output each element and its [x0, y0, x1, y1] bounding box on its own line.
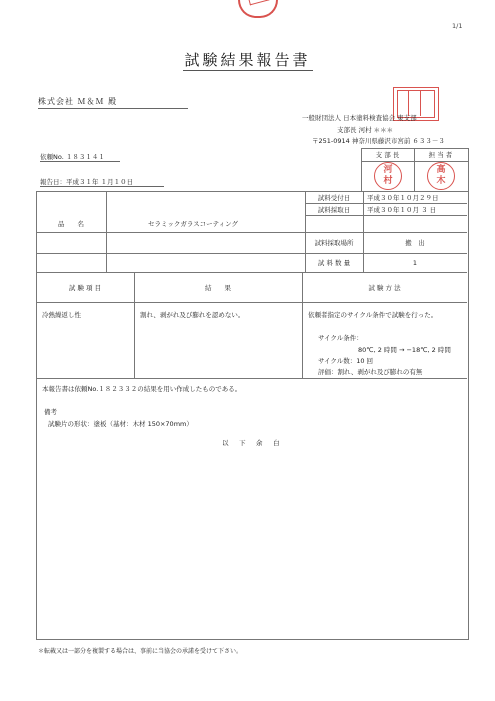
method-line: 依頼者指定のサイクル条件で試験を行った。 [308, 311, 438, 319]
page-title: 試験結果報告書 [184, 51, 311, 69]
header-method: 試 験 方 法 [368, 283, 401, 292]
place-value: 搬 出 [405, 239, 425, 247]
client-name: 株式会社 Ｍ＆Ｍ 殿 [38, 97, 118, 106]
basis-note: 本報告書は依頼No.１８２３３２の結果を用い作成したものである。 [42, 385, 242, 393]
report-date: 報告日：平成３１年 １月１０日 [40, 178, 134, 186]
sample-name-value: セラミックガラスコーティング [148, 220, 239, 228]
issuer-org: 一般財団法人 日本塗料検査協会 東支部 [302, 114, 417, 122]
method-line: サイクル数：10 回 [318, 357, 374, 365]
method-line: 評価：割れ、剥がれ及び膨れの有無 [318, 368, 423, 376]
method-line: 80℃, 2 時間 → −18℃, 2 時間 [358, 346, 451, 354]
approval-person-label: 担 当 者 [428, 150, 453, 159]
remarks-label: 備考 [44, 408, 57, 416]
issuer-branch-head: 支部長 河村 ＊＊＊ [337, 126, 394, 134]
end-marker: 以 下 余 白 [222, 439, 282, 447]
collected-label: 試料採取日 [317, 205, 351, 214]
report-date-underline [40, 186, 164, 187]
sample-name-label: 品 名 [58, 220, 84, 228]
collected-value: 平成３０年１０月 ３ 日 [367, 205, 437, 214]
request-number: 依頼No. １８３１４１ [40, 153, 105, 161]
received-label: 試料受付日 [317, 193, 351, 202]
rule [106, 191, 107, 272]
remarks-line: 試験片の形状：塗板（基材：木材 150×70mm） [48, 420, 193, 428]
test-item: 冷熱繰返し性 [42, 311, 81, 319]
place-label: 試料採取場所 [314, 239, 354, 247]
footer-note: ＊転載又は一部分を複製する場合は、事前に当協会の承諾を受けて下さい。 [38, 648, 243, 655]
person-seal: 高 木 [427, 162, 455, 190]
qty-label: 試 料 数 量 [317, 259, 351, 267]
client-underline [38, 108, 188, 109]
request-underline [40, 161, 120, 162]
page-number: 1/1 [452, 22, 463, 30]
branch-head-seal: 河 村 [374, 162, 402, 190]
header-test-item: 試 験 項 目 [68, 283, 102, 292]
rule [36, 302, 467, 303]
qty-value: 1 [412, 258, 418, 267]
issuer-address: 〒251-0914 神奈川県藤沢市宮前 ６３３－３ [312, 137, 445, 145]
method-line: サイクル条件： [318, 334, 363, 342]
header-result: 結 果 [205, 283, 231, 292]
rule [305, 215, 467, 216]
approval-head-label: 支 部 長 [375, 150, 400, 159]
title-underline [183, 70, 313, 71]
rule [36, 378, 467, 379]
received-value: 平成３０年１０月２９日 [367, 193, 439, 202]
test-result: 割れ、剥がれ及び膨れを認めない。 [140, 311, 245, 319]
top-seal [238, 0, 278, 18]
